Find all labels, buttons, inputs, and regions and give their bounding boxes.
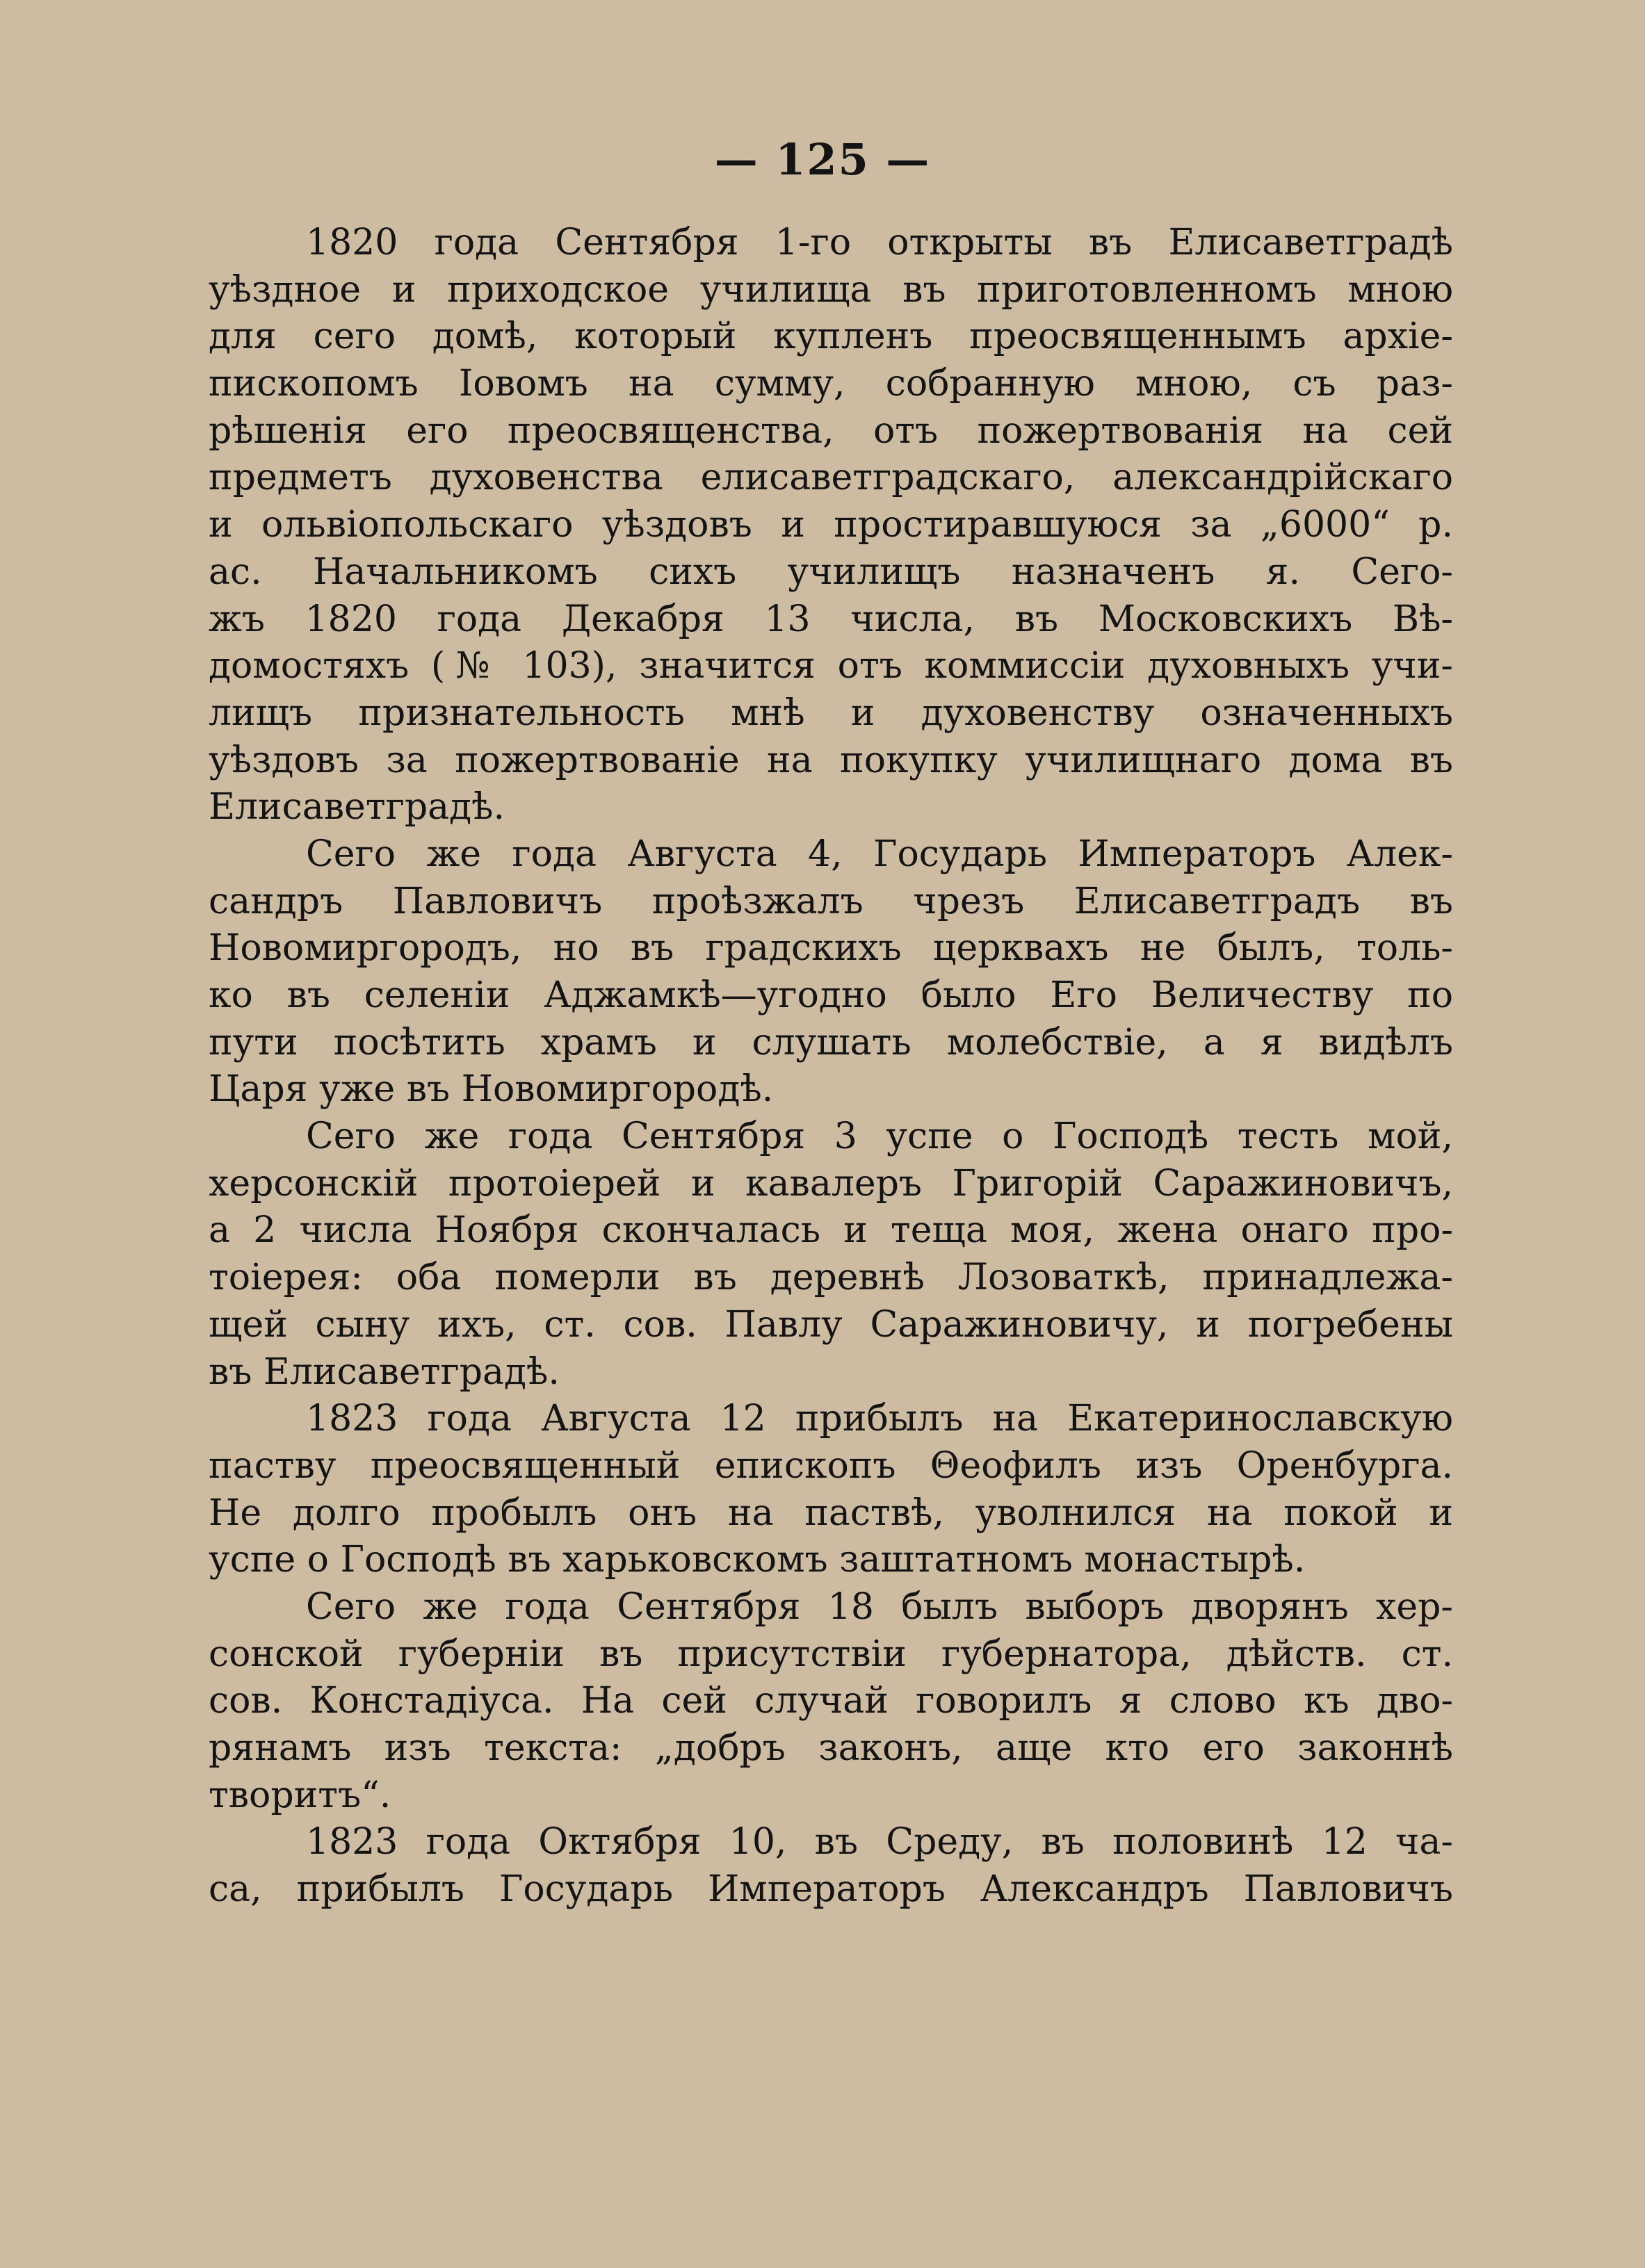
text-line: сов. Констадіуса. На сей случай говорилъ я слово къ дво- [209, 1680, 1453, 1722]
paragraph [209, 1113, 1453, 1396]
text-line: пути посѣтить храмъ и слушать молебствіе, а я видѣлъ [209, 1021, 1453, 1063]
text-line: пископомъ Іовомъ на сумму, собранную мною, съ раз- [209, 363, 1453, 405]
text-line: Новомиргородъ, но въ градскихъ церквахъ не былъ, толь- [209, 927, 1453, 970]
text-line: рѣшенія его преосвященства, отъ пожертвованія на сей [209, 409, 1453, 452]
text-line: ас. Начальникомъ сихъ училищъ назначенъ я. Сего- [209, 550, 1453, 593]
text-line: а 2 числа Ноября скончалась и теща моя, жена онаго про- [209, 1209, 1453, 1252]
body-text [209, 220, 1453, 1914]
text-line: са, прибылъ Государь Императоръ Александръ Павловичъ [209, 1868, 1453, 1911]
text-line: для сего домѣ, который купленъ преосвященнымъ архіе- [209, 316, 1453, 358]
text-line: щей сыну ихъ, ст. сов. Павлу Саражиновичу, и погребены [209, 1303, 1453, 1346]
text-line: 1823 года Октября 10, въ Среду, въ половинѣ 12 ча- [306, 1821, 1453, 1863]
paragraph [209, 1396, 1453, 1584]
text-line: и ольвіопольскаго уѣздовъ и простиравшуюся за „6000“ р. [209, 504, 1453, 546]
paragraph [209, 1584, 1453, 1819]
text-line: уѣздовъ за пожертвованіе на покупку училищнаго дома въ [209, 739, 1453, 781]
text-line: Царя уже въ Новомиргородѣ. [209, 1068, 774, 1111]
text-line: творитъ“. [209, 1774, 391, 1816]
paragraph [209, 831, 1453, 1113]
text-line: успе о Господѣ въ харьковскомъ заштатномъ монастырѣ. [209, 1539, 1306, 1581]
text-line: 1823 года Августа 12 прибылъ на Екатеринославскую [306, 1398, 1453, 1440]
text-line: лищъ признательность мнѣ и духовенству означенныхъ [209, 692, 1453, 734]
text-line: сонской губерніи въ присутствіи губернатора, дѣйств. ст. [209, 1633, 1453, 1675]
text-line: рянамъ изъ текста: „добръ законъ, аще кто его законнѣ [209, 1727, 1453, 1769]
paragraph [209, 1819, 1453, 1913]
text-line: домостяхъ (№ 103), значится отъ коммиссіи духовныхъ учи- [209, 645, 1453, 687]
text-line: Сего же года Сентября 3 успе о Господѣ тесть мой, [306, 1116, 1453, 1158]
text-line: Не долго пробылъ онъ на паствѣ, уволнился на покой и [209, 1492, 1453, 1534]
text-line: въ Елисаветградѣ. [209, 1351, 560, 1393]
text-line: Сего же года Сентября 18 былъ выборъ дворянъ хер- [306, 1585, 1453, 1628]
text-line: 1820 года Сентября 1-го открыты въ Елисаветградѣ [306, 222, 1453, 263]
text-line: ко въ селеніи Аджамкѣ—угодно было Его Величеству по [209, 974, 1453, 1016]
text-line: Елисаветградѣ. [209, 786, 505, 829]
text-line: сандръ Павловичъ проѣзжалъ чрезъ Елисаветградъ въ [209, 880, 1453, 922]
text-line: паству преосвященный епископъ Θеофилъ изъ Оренбурга. [209, 1444, 1453, 1487]
text-line: херсонскій протоіерей и кавалеръ Григорій Саражиновичъ, [209, 1162, 1453, 1205]
text-line: уѣздное и приходское училища въ приготовленномъ мною [209, 268, 1453, 311]
text-line: жъ 1820 года Декабря 13 числа, въ Московскихъ Вѣ- [209, 598, 1453, 640]
text-line: Сего же года Августа 4, Государь Императоръ Алек- [306, 833, 1453, 875]
paragraph [209, 220, 1453, 831]
text-line: тоіерея: оба померли въ деревнѣ Лозоваткѣ, принадлежа- [209, 1257, 1453, 1299]
page-number: — 125 — [714, 134, 931, 185]
text-line: предметъ духовенства елисаветградскаго, александрійскаго [209, 457, 1453, 499]
